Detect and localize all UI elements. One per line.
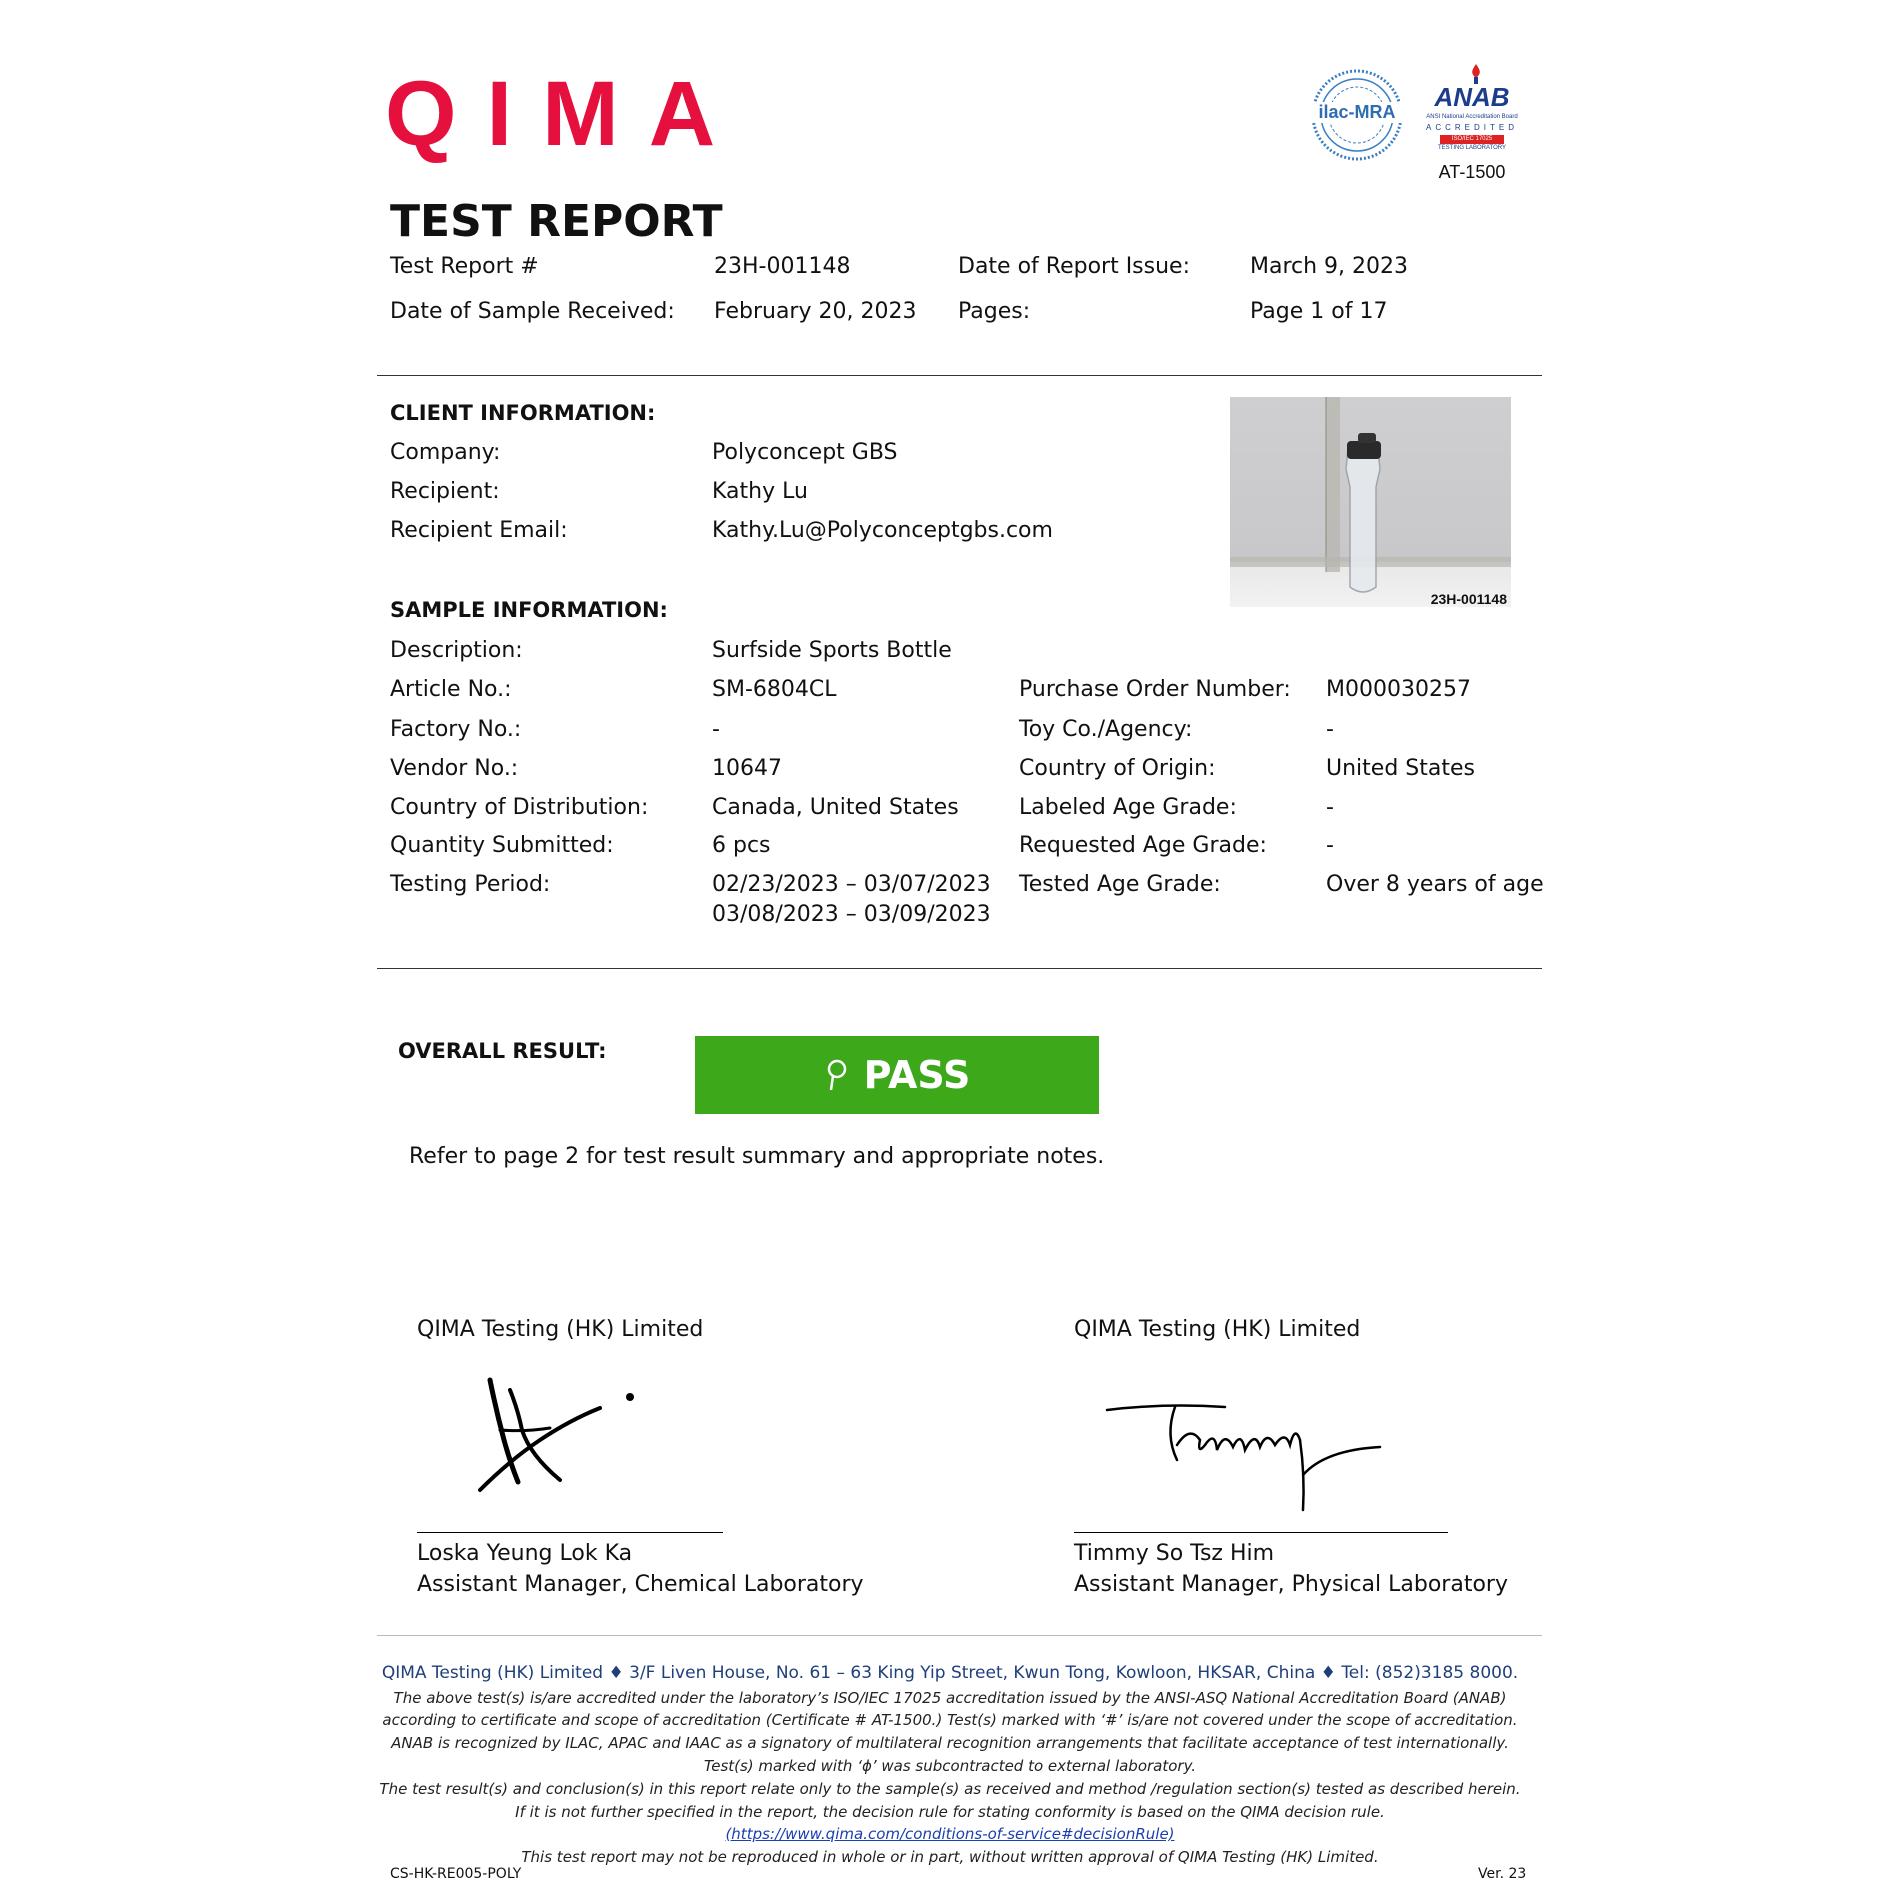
report-no-value: 23H-001148 <box>714 254 851 279</box>
pages-label: Pages: <box>958 299 1031 324</box>
tested-age-label: Tested Age Grade: <box>1019 872 1221 897</box>
signature-2 <box>1105 1385 1385 1515</box>
labeled-age-label: Labeled Age Grade: <box>1019 795 1237 820</box>
distribution-label: Country of Distribution: <box>390 795 649 820</box>
footer-divider <box>377 1635 1542 1636</box>
origin-value: United States <box>1326 756 1475 781</box>
recipient-value: Kathy Lu <box>712 479 808 504</box>
distribution-value: Canada, United States <box>712 795 959 820</box>
footer-line-2: according to certificate and scope of accreditation (Certificate # AT-1500.) Test(s) marked with ‘#’ is/are not covered under the scope of accreditation. <box>382 1711 1518 1729</box>
vendor-value: 10647 <box>712 756 782 781</box>
issue-date-value: March 9, 2023 <box>1250 254 1409 279</box>
requested-age-value: - <box>1326 833 1334 858</box>
doc-code: CS-HK-RE005-POLY <box>390 1866 522 1882</box>
po-label: Purchase Order Number: <box>1019 677 1291 702</box>
footer-line-3: ANAB is recognized by ILAC, APAC and IAAC as a signatory of multilateral recognition arrangements that facilitate acceptance of test internationally. <box>391 1734 1509 1752</box>
signer-1-title: Assistant Manager, Chemical Laboratory <box>417 1572 864 1597</box>
description-label: Description: <box>390 638 523 663</box>
signer-2-company: QIMA Testing (HK) Limited <box>1074 1317 1361 1342</box>
company-value: Polyconcept GBS <box>712 440 898 465</box>
period-label: Testing Period: <box>390 872 551 897</box>
issue-date-label: Date of Report Issue: <box>958 254 1190 279</box>
sample-photo <box>1230 397 1511 607</box>
factory-label: Factory No.: <box>390 717 522 742</box>
ilac-mra-logo <box>1310 68 1404 162</box>
ilac-text: ilac-MRA <box>1310 102 1404 123</box>
recipient-label: Recipient: <box>390 479 500 504</box>
footer-address: QIMA Testing (HK) Limited ♦ 3/F Liven House, No. 61 – 63 King Yip Street, Kwun Tong, Kowloon, HKSAR, China ♦ Tel: (852)3185 8000. <box>381 1663 1519 1683</box>
version: Ver. 23 <box>1478 1866 1527 1882</box>
report-no-label: Test Report # <box>390 254 539 279</box>
anab-logo <box>1412 64 1532 164</box>
anab-text: ANAB <box>1434 82 1510 112</box>
labeled-age-value: - <box>1326 795 1334 820</box>
page-title: TEST REPORT <box>390 196 723 247</box>
received-date-label: Date of Sample Received: <box>390 299 675 324</box>
article-label: Article No.: <box>390 677 512 702</box>
result-label: OVERALL RESULT: <box>398 1039 607 1063</box>
footer-link[interactable]: (https://www.qima.com/conditions-of-service#decisionRule) <box>725 1825 1175 1843</box>
pass-text: PASS <box>863 1053 971 1097</box>
client-heading: CLIENT INFORMATION: <box>390 401 656 425</box>
divider <box>377 375 1542 376</box>
qima-logo: QIMA <box>385 63 746 165</box>
quantity-value: 6 pcs <box>712 833 771 858</box>
email-label: Recipient Email: <box>390 518 568 543</box>
toyco-label: Toy Co./Agency: <box>1019 717 1193 742</box>
anab-lab: TESTING LABORATORY <box>1437 145 1506 151</box>
anab-cert-number: AT-1500 <box>1438 162 1506 182</box>
period-value-2: 03/08/2023 – 03/09/2023 <box>712 902 991 927</box>
divider <box>377 968 1542 969</box>
signer-1-name: Loska Yeung Lok Ka <box>417 1541 633 1566</box>
photo-caption: 23H-001148 <box>1430 591 1507 607</box>
description-value: Surfside Sports Bottle <box>712 638 952 663</box>
signature-line-1 <box>417 1532 723 1533</box>
footer-line-4: Test(s) marked with ‘ϕ’ was subcontracted to external laboratory. <box>703 1757 1197 1775</box>
anab-subtitle: ANSI National Accreditation Board <box>1426 114 1518 120</box>
vendor-label: Vendor No.: <box>390 756 519 781</box>
footer-line-7: This test report may not be reproduced in whole or in part, without written approval of QIMA Testing (HK) Limited. <box>521 1848 1379 1866</box>
sample-heading: SAMPLE INFORMATION: <box>390 598 668 622</box>
footer-line-1: The above test(s) is/are accredited under the laboratory’s ISO/IEC 17025 accreditation issued by the ANSI-ASQ National Accreditation Board (ANAB) <box>393 1689 1507 1707</box>
pass-icon <box>824 1058 850 1092</box>
email-value: Kathy.Lu@Polyconceptgbs.com <box>712 518 1053 543</box>
received-date-value: February 20, 2023 <box>714 299 917 324</box>
article-value: SM-6804CL <box>712 677 837 702</box>
factory-value: - <box>712 717 720 742</box>
quantity-label: Quantity Submitted: <box>390 833 614 858</box>
origin-label: Country of Origin: <box>1019 756 1216 781</box>
footer-line-6: If it is not further specified in the report, the decision rule for stating conformity is based on the QIMA decision rule. <box>515 1803 1385 1821</box>
tested-age-value: Over 8 years of age <box>1326 872 1544 897</box>
signer-2-name: Timmy So Tsz Him <box>1074 1541 1275 1566</box>
signer-2-title: Assistant Manager, Physical Laboratory <box>1074 1572 1508 1597</box>
po-value: M000030257 <box>1326 677 1471 702</box>
pass-badge <box>695 1036 1099 1114</box>
toyco-value: - <box>1326 717 1334 742</box>
signature-line-2 <box>1074 1532 1448 1533</box>
signature-1 <box>470 1370 650 1500</box>
result-note: Refer to page 2 for test result summary and appropriate notes. <box>409 1144 1105 1169</box>
pages-value: Page 1 of 17 <box>1250 299 1388 324</box>
period-value-1: 02/23/2023 – 03/07/2023 <box>712 872 991 897</box>
anab-accredited: ACCREDITED <box>1425 123 1518 132</box>
requested-age-label: Requested Age Grade: <box>1019 833 1267 858</box>
torch-icon <box>1468 64 1484 84</box>
signer-1-company: QIMA Testing (HK) Limited <box>417 1317 704 1342</box>
anab-standard: ISO/IEC 17025 <box>1440 135 1504 144</box>
footer-line-5: The test result(s) and conclusion(s) in this report relate only to the sample(s) as received and method /regulation section(s) tested as described herein. <box>379 1780 1521 1798</box>
company-label: Company: <box>390 440 501 465</box>
